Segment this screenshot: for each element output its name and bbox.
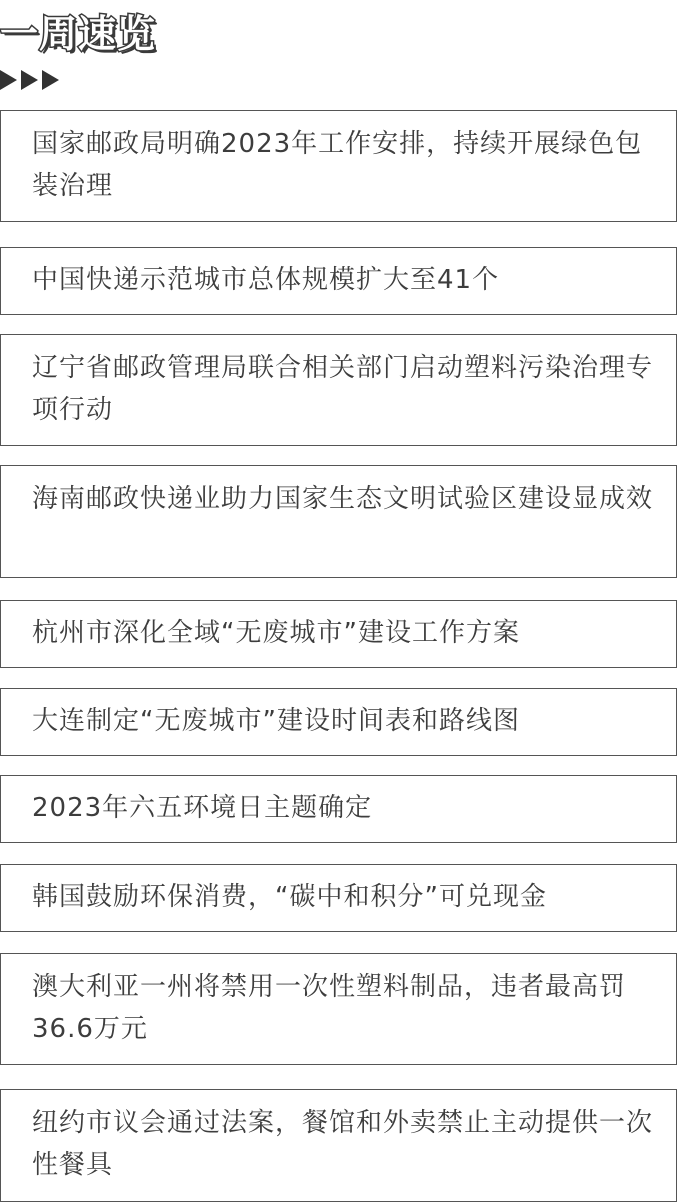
news-item[interactable] <box>0 600 677 668</box>
news-item[interactable] <box>0 247 677 315</box>
news-headline: 国家邮政局明确2023年工作安排，持续开展绿色包装治理 <box>32 129 643 201</box>
news-item[interactable] <box>0 688 677 756</box>
title-row <box>0 10 156 58</box>
news-headline: 中国快递示范城市总体规模扩大至41个 <box>32 265 500 295</box>
triangle-right-icon <box>42 70 59 90</box>
news-headline: 海南邮政快递业助力国家生态文明试验区建设显成效 <box>32 484 654 514</box>
page-header <box>0 0 680 100</box>
triangle-right-icon <box>21 70 38 90</box>
news-item[interactable] <box>0 110 677 222</box>
news-item[interactable] <box>0 775 677 843</box>
news-item[interactable] <box>0 953 677 1065</box>
news-item[interactable] <box>0 1089 677 1202</box>
news-headline: 杭州市深化全域“无废城市”建设工作方案 <box>32 618 520 648</box>
news-headline: 大连制定“无废城市”建设时间表和路线图 <box>32 706 520 736</box>
news-item[interactable] <box>0 864 677 932</box>
news-headline: 澳大利亚一州将禁用一次性塑料制品，违者最高罚36.6万元 <box>32 972 627 1044</box>
page-title: 一周速览 <box>0 12 157 56</box>
triangle-right-icon <box>0 70 17 90</box>
news-headline: 纽约市议会通过法案，餐馆和外卖禁止主动提供一次性餐具 <box>32 1108 654 1180</box>
news-headline: 韩国鼓励环保消费，“碳中和积分”可兑现金 <box>32 882 547 912</box>
news-item[interactable] <box>0 334 677 446</box>
news-headline: 2023年六五环境日主题确定 <box>32 793 373 823</box>
news-headline: 辽宁省邮政管理局联合相关部门启动塑料污染治理专项行动 <box>32 353 654 425</box>
news-item[interactable] <box>0 465 677 578</box>
arrow-decoration <box>0 68 59 92</box>
